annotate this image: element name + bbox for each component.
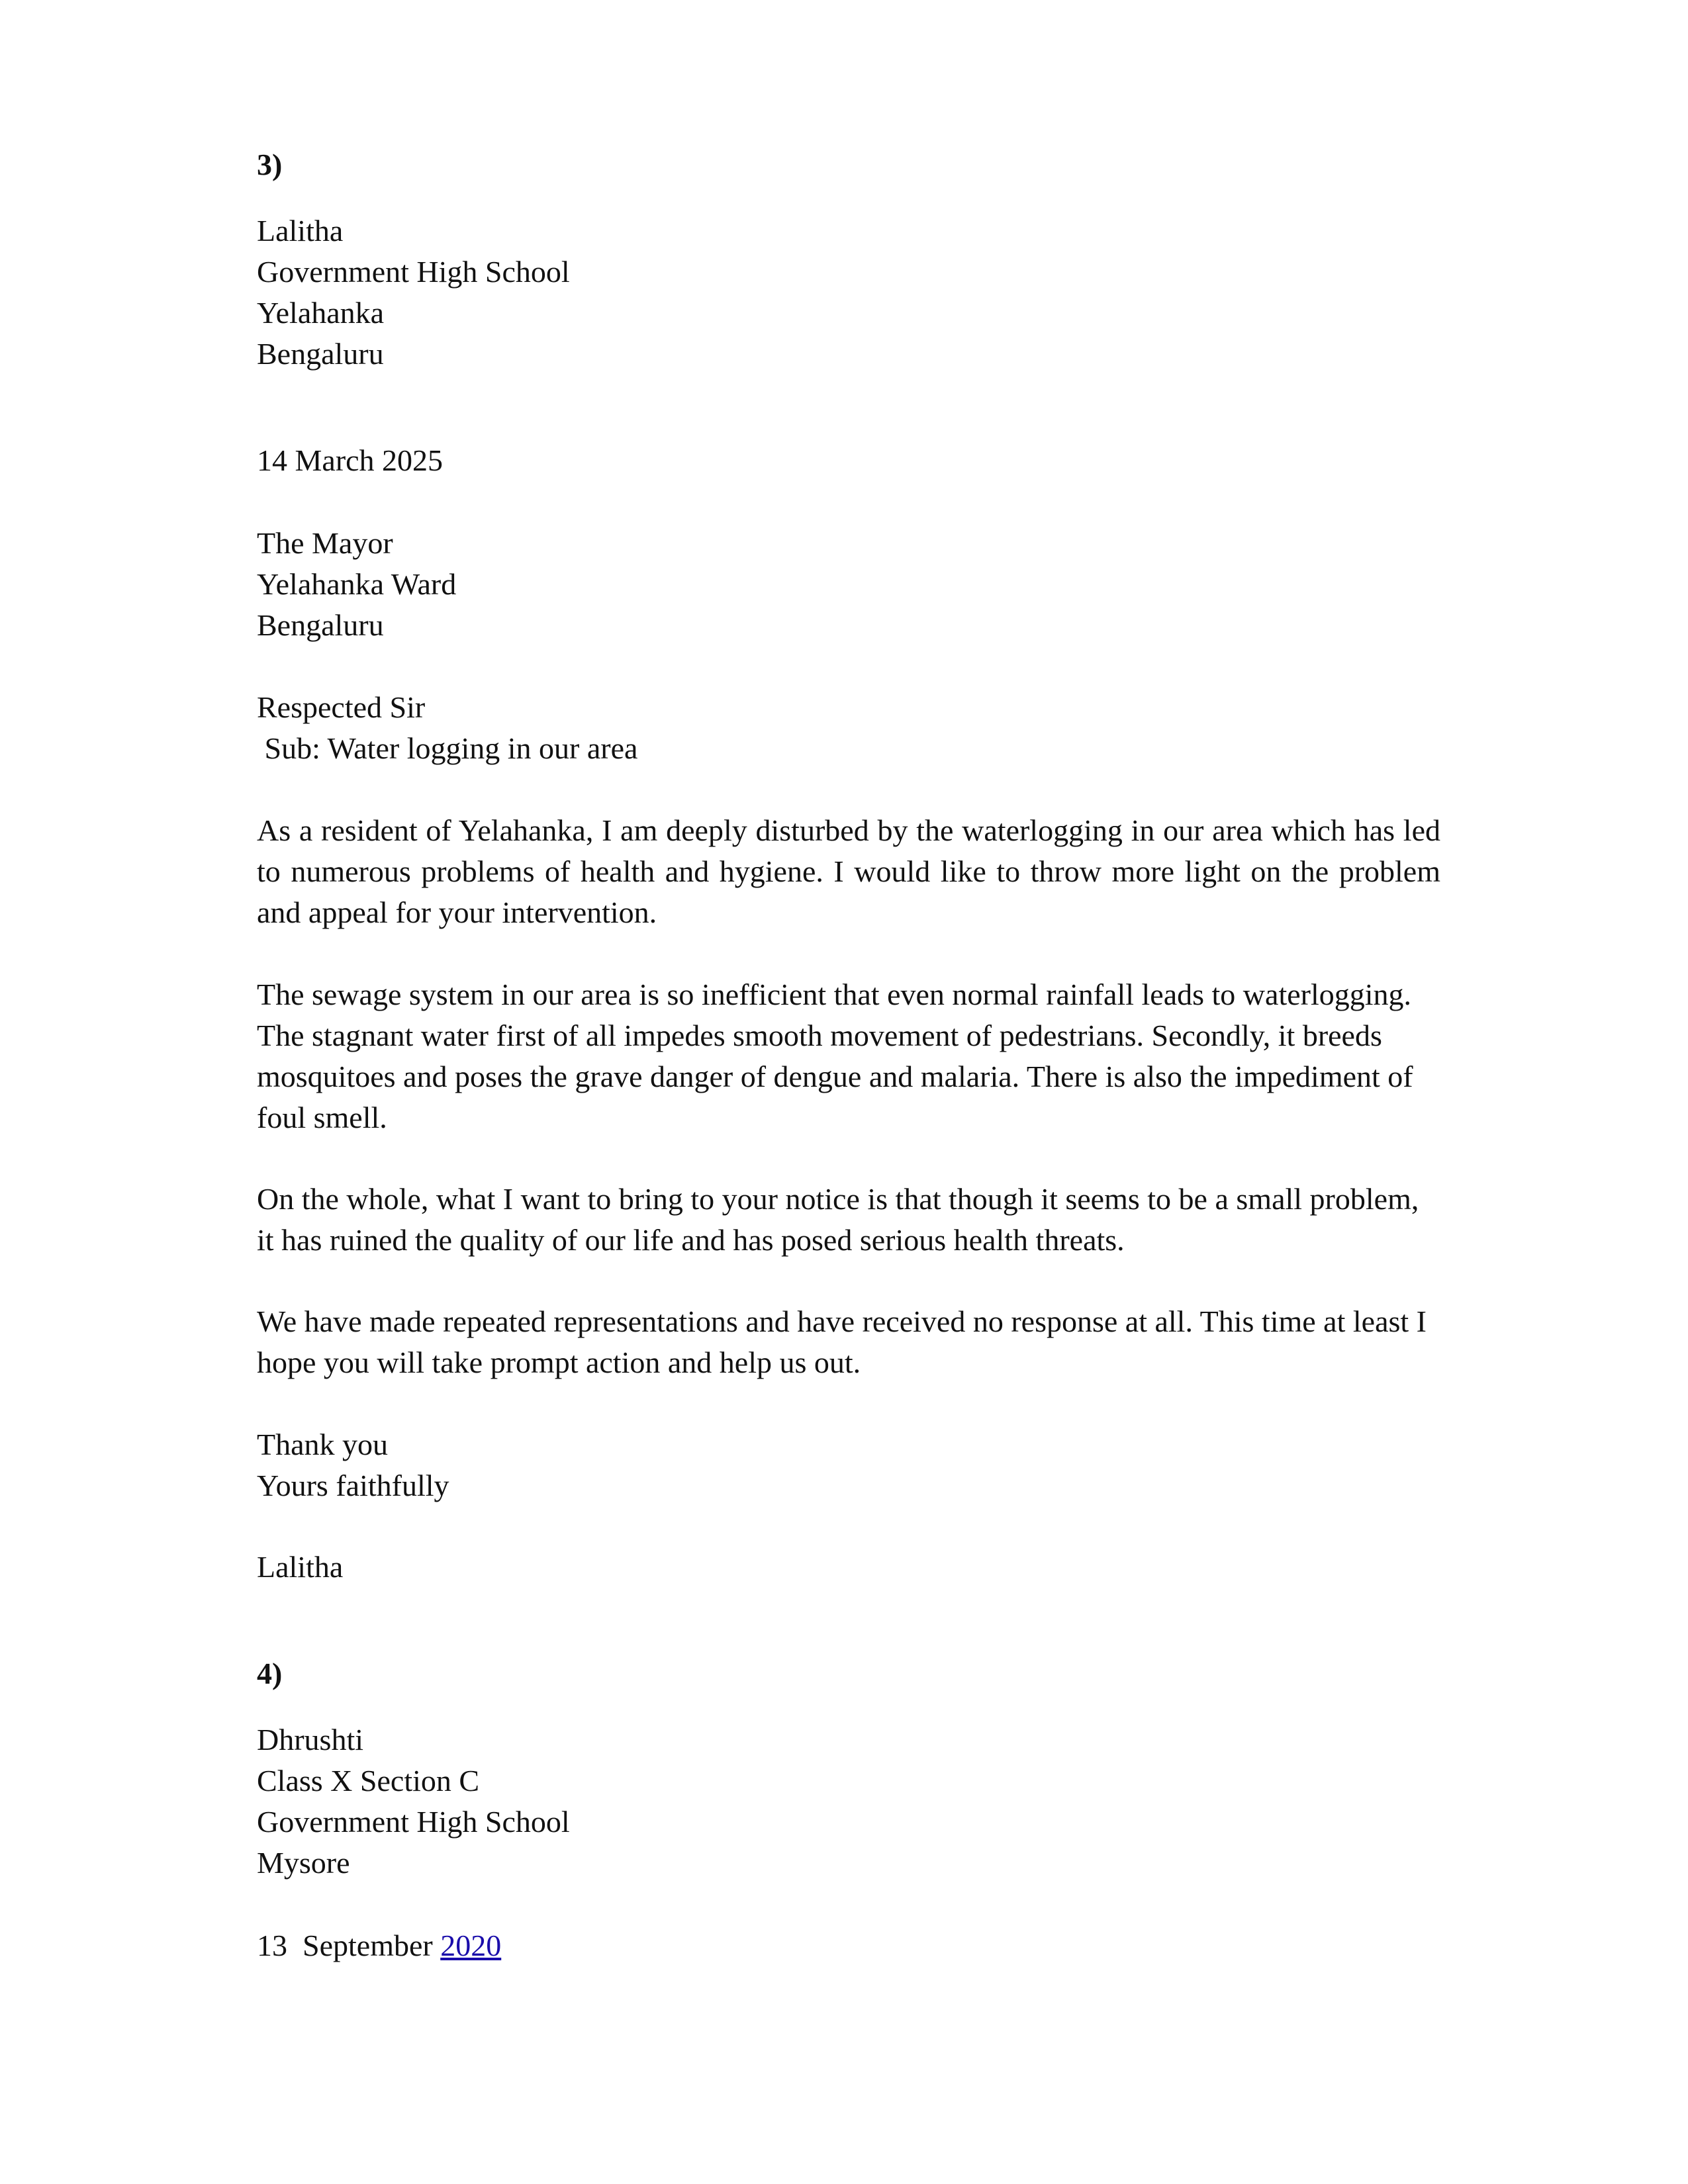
letter-3-paragraph-1: As a resident of Yelahanka, I am deeply disturbed by the waterlogging in our area which has led to numerous problems of health and hygiene. I would like to throw more light on the problem and appeal for your intervention. — [257, 813, 1440, 929]
sender-city: Mysore — [257, 1846, 350, 1880]
letter-3-paragraph-3: On the whole, what I want to bring to your notice is that though it seems to be a small problem, it has ruined the quality of our life and has posed serious health threats. — [257, 1182, 1419, 1257]
closing-thanks: Thank you — [257, 1428, 389, 1461]
letter-4-date — [257, 1925, 501, 1966]
sender-class: Class X Section C — [257, 1764, 480, 1797]
subject-line: Sub: Water logging in our area — [257, 731, 638, 765]
letter-3-closing — [257, 1424, 449, 1506]
salutation: Respected Sir — [257, 690, 426, 724]
sender-area: Yelahanka — [257, 296, 385, 330]
receiver-ward: Yelahanka Ward — [257, 567, 457, 601]
sender-school: Government High School — [257, 1805, 570, 1839]
sender-name: Lalitha — [257, 214, 344, 248]
date-year-link[interactable]: 2020 — [440, 1929, 502, 1962]
letter-3-date: 14 March 2025 — [257, 443, 444, 477]
letter-3-number: 3) — [257, 148, 283, 181]
letter-3-paragraph-4: We have made repeated representations and have received no response at all. This time at least I hope you will take prompt action and help us out. — [257, 1304, 1427, 1379]
letter-3-sender-address — [257, 210, 570, 375]
closing-yours: Yours faithfully — [257, 1469, 449, 1502]
sender-name: Dhrushti — [257, 1723, 363, 1756]
sender-school: Government High School — [257, 255, 570, 289]
sender-city: Bengaluru — [257, 337, 384, 371]
letter-3-receiver-address — [257, 523, 456, 646]
letter-3-salutation-block — [257, 687, 637, 769]
date-text: 13 September — [257, 1929, 441, 1962]
letter-3-signature: Lalitha — [257, 1550, 344, 1584]
letter-4-sender-address — [257, 1719, 570, 1884]
letter-3-paragraph-2: The sewage system in our area is so inefficient that even normal rainfall leads to waterlogging. The stagnant water first of all impedes smooth movement of pedestrians. Secondly, it breeds mosquitoes and poses the grave danger of dengue and malaria. There is also the impediment of foul smell. — [257, 978, 1413, 1134]
receiver-city: Bengaluru — [257, 608, 384, 642]
letter-4-number: 4) — [257, 1657, 283, 1690]
receiver-title: The Mayor — [257, 526, 393, 560]
